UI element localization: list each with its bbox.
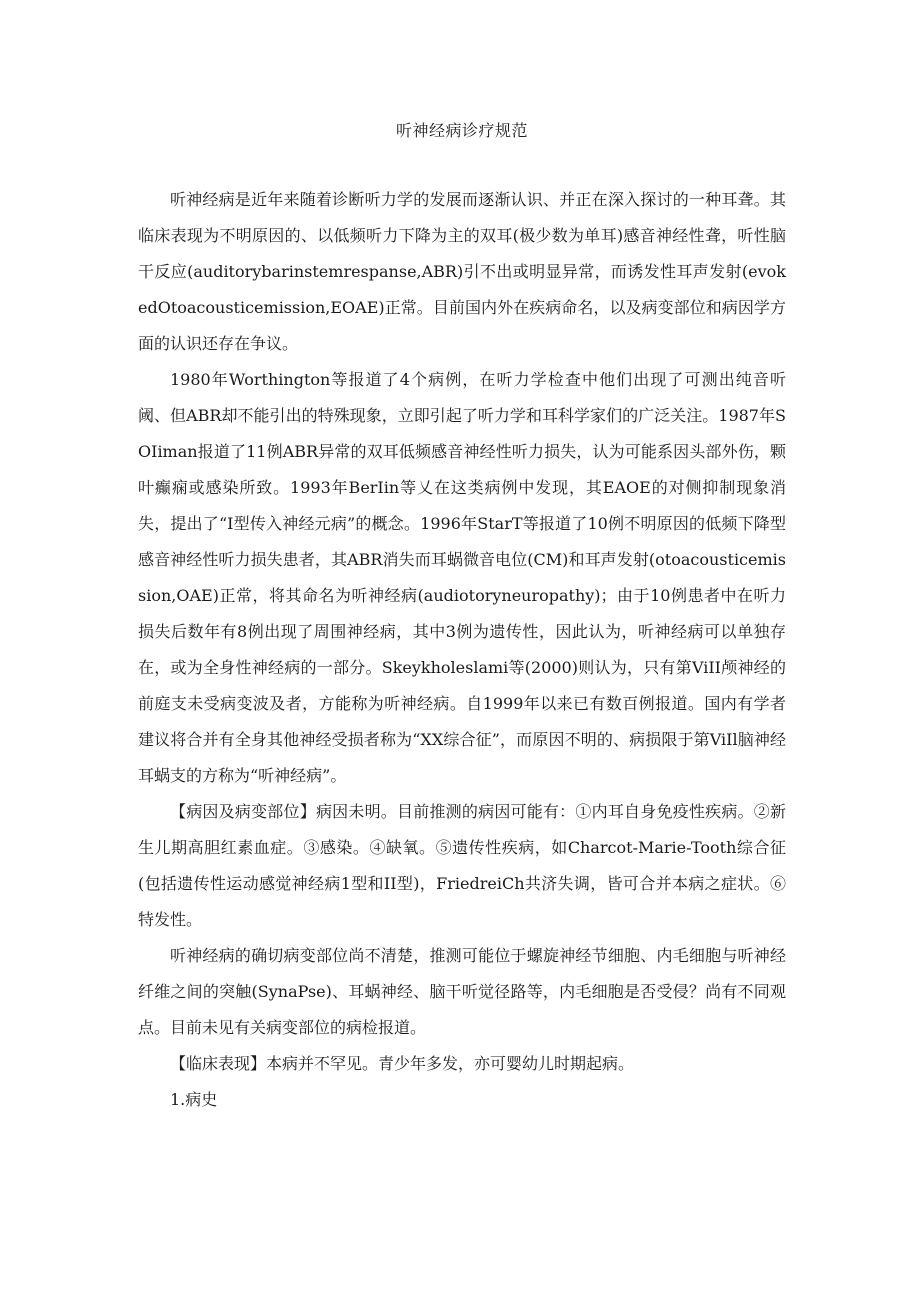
paragraph-lesion-site: 听神经病的确切病变部位尚不清楚，推测可能位于螺旋神经节细胞、内毛细胞与听神经纤维之间的突触(SynaPse)、耳蜗神经、脑干听觉径路等，内毛细胞是否受侵？尚有不同观点。目前未见有关病变部位的病检报道。 [138, 946, 786, 1037]
document-body [138, 182, 786, 1118]
paragraph-clinical: 【临床表现】本病并不罕见。青少年多发，亦可婴幼儿时期起病。 [170, 1054, 635, 1073]
page-title: 听神经病诊疗规范 [395, 121, 528, 140]
paragraph-history: 1980年Worthington等报道了4个病例，在听力学检查中他们出现了可测出纯音听阈、但ABR却不能引出的特殊现象，立即引起了听力学和耳科学家们的广泛关注。1987年SOIiman报道了11例ABR异常的双耳低频感音神经性听力损失，认为可能系因头部外伤，颗叶癫痫或感染所致。1993年BerIin等乂在这类病例中发现，其EAOE的对侧抑制现象消失，提出了“I型传入神经元病”的概念。1996年StarT等报道了10例不明原因的低频下降型感音神经性听力损失患者，其ABR消失而耳蜗微音电位(CM)和耳声发射(otoacousticemission,OAE)正常，将其命名为听神经病(audiotoryneuropathy)；由于10例患者中在听力损失后数年有8例出现了周围神经病，其中3例为遗传性，因此认为，听神经病可以单独存在，或为全身性神经病的一部分。Skeykholeslami等(2000)则认为，只有第ViII颅神经的前庭支未受病变波及者，方能称为听神经病。自1999年以来已有数百例报道。国内有学者建议将合并有全身其他神经受损者称为“XX综合征”，而原因不明的、病损限于第ViIl脑神经耳蜗支的方称为“听神经病”。 [138, 370, 786, 785]
paragraph-intro: 听神经病是近年来随着诊断听力学的发展而逐渐认识、并正在深入探讨的一种耳聋。其临床表现为不明原因的、以低频听力下降为主的双耳(极少数为单耳)感音神经性聋，听性脑干反应(auditorybarinstemrespanse,ABR)引不出或明显异常，而诱发性耳声发射(evokedOtoacousticemission,EOAE)正常。目前国内外在疾病命名，以及病变部位和病因学方面的认识还存在争议。 [138, 190, 786, 353]
paragraph-etiology: 【病因及病变部位】病因未明。目前推测的病因可能有：①内耳自身免疫性疾病。②新生儿期高胆红素血症。③感染。④缺氧。⑤遗传性疾病，如Charcot-Marie-Tooth综合征(包括遗传性运动感觉神经病1型和II型)，FriedreiCh共济失调，皆可合并本病之症状。⑥特发性。 [138, 802, 786, 929]
section-heading-history: 1.病史 [170, 1090, 218, 1109]
